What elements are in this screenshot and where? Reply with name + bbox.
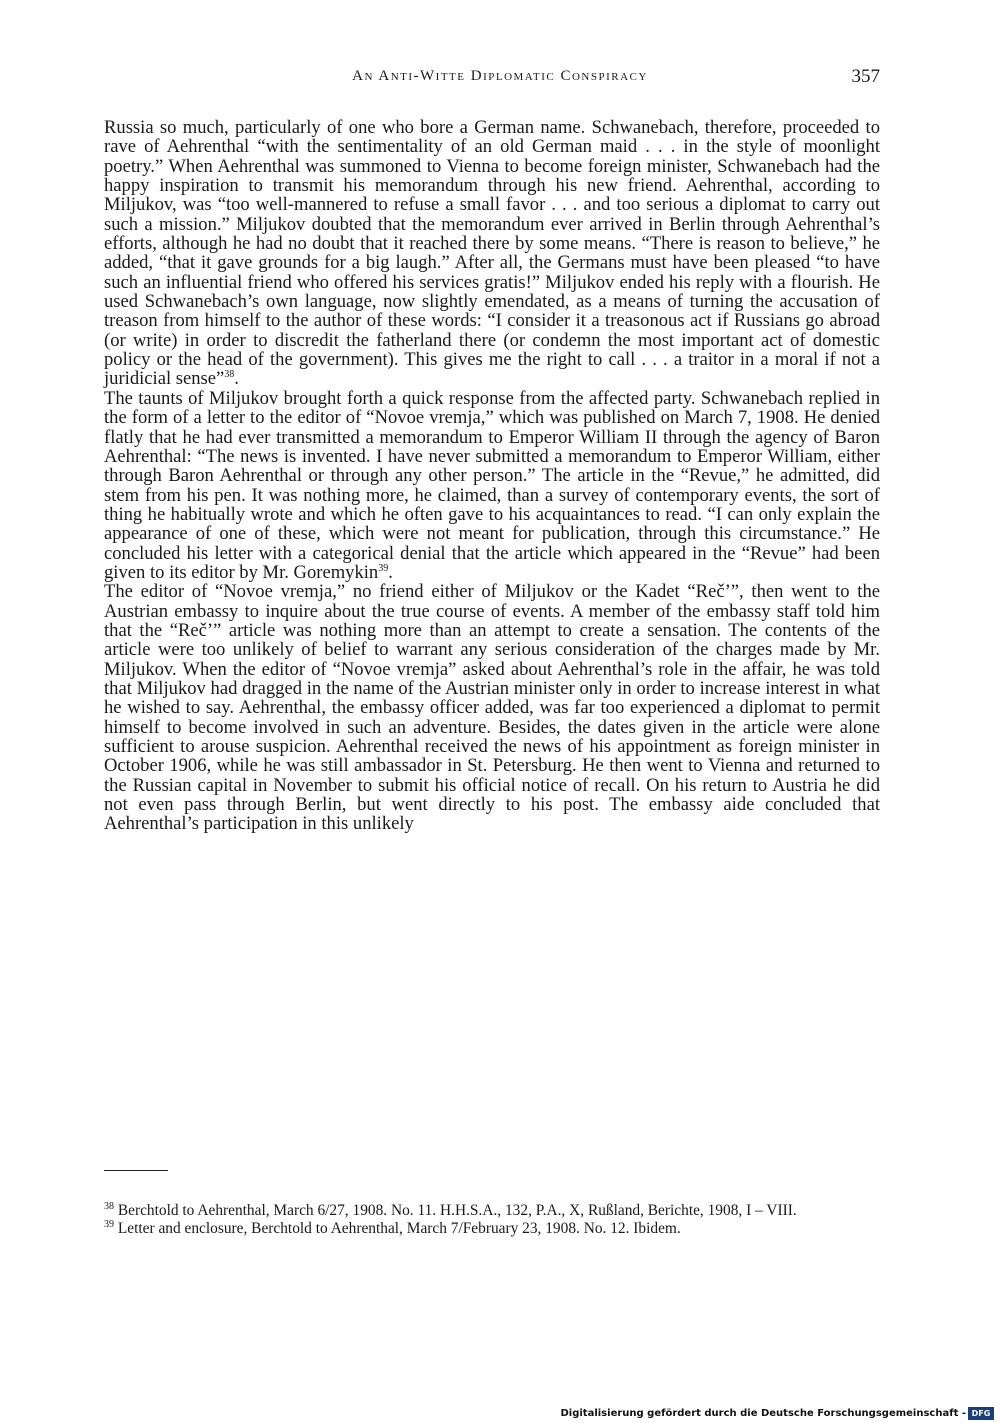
footnote-ref: 39: [378, 562, 389, 574]
footnote-text: Berchtold to Aehrenthal, March 6/27, 1908. No. 11. H.H.S.A., 132, P.A., X, Rußland, Berichte, 1908, I – VIII.: [117, 1202, 797, 1219]
paragraph-text: The editor of “Novoe vremja,” no friend either of Miljukov or the Kadet “Reč’”, then went to the Austrian embassy to inquire about the true course of events. A member of the embassy staff told him that the “Reč’” article was nothing more than an attempt to create a sensation. The contents of the article were too unlikely of belief to warrant any serious consideration of the charges made by Mr. Miljukov. When the editor of “Novoe vremja” asked about Aehrenthal’s role in the affair, he was told that Miljukov had dragged in the name of the Austrian minister only in order to increase interest in what he wished to say. Aehrenthal, the embassy officer added, was far too experienced a diplomat to permit himself to become involved in such an adventure. Besides, the dates given in the article were alone sufficient to arouse suspicion. Aehrenthal received the news of his appointment as foreign minister in October 1906, while he was still ambassador in St. Petersburg. He then went to Vienna and returned to the Russian capital in November to submit his official notice of recall. On his return to Austria he did not even pass through Berlin, but went directly to his post. The embassy aide concluded that Aehrenthal’s participation in this unlikely: [104, 581, 880, 835]
running-title: An Anti-Witte Diplomatic Conspiracy: [352, 68, 648, 84]
footnote: [104, 1218, 880, 1238]
body-paragraph: [104, 118, 880, 389]
digitization-credit: Digitalisierung gefördert durch die Deutsche Forschungsgemeinschaft -: [560, 1408, 966, 1419]
footnote-number: 39: [104, 1218, 114, 1230]
footnote-divider: [104, 1170, 168, 1171]
body-paragraph: [104, 389, 880, 582]
page-header: [0, 68, 1000, 98]
dfg-logo-icon: DFG: [968, 1407, 994, 1420]
paragraph-end: .: [234, 368, 239, 390]
page-number: 357: [851, 66, 880, 87]
footnote-text: Letter and enclosure, Berchtold to Aehrenthal, March 7/February 23, 1908. No. 12. Ibidem.: [117, 1219, 681, 1237]
footnote-number: 38: [104, 1200, 114, 1212]
footnotes: [104, 1200, 880, 1238]
paragraph-text: The taunts of Miljukov brought forth a quick response from the affected party. Schwanebach replied in the form of a letter to the editor of “Novoe vremja,” which was published on March 7, 1908. He denied flatly that he had ever transmitted a memorandum to Emperor William II through the agency of Baron Aehrenthal: “The news is invented. I have never submitted a memorandum to Emperor William, either through Baron Aehrenthal or through any other person.” The article in the “Revue,” he admitted, did stem from his pen. It was nothing more, he claimed, than a survey of contemporary events, the sort of thing he habitually wrote and which he often gave to his acquaintances to read. “I can only explain the appearance of one of these, which were not meant for publication, through this circumstance.” He concluded his letter with a categorical denial that the article which appeared in the “Revue” had been given to its editor by Mr. Goremykin: [104, 387, 880, 583]
paragraph-end: .: [388, 561, 393, 583]
body-paragraph: [104, 582, 880, 833]
main-text: [104, 118, 880, 834]
paragraph-text: Russia so much, particularly of one who bore a German name. Schwanebach, therefore, proceeded to rave of Aehrenthal “with the sentimentality of an old German maid . . . in the style of moonlight poetry.” When Aehrenthal was summoned to Vienna to become foreign minister, Schwanebach had the happy inspiration to transmit his memorandum through his new friend. Aehrenthal, according to Miljukov, was “too well-mannered to refuse a small favor . . . and too serious a diplomat to carry out such a mission.” Miljukov doubted that the memorandum ever arrived in Berlin through Aehrenthal’s efforts, although he had no doubt that it reached there by some means. “There is reason to believe,” he added, “that it gave grounds for a big laugh.” After all, the Germans must have been pleased “to have such an influential friend who offered his services gratis!” Miljukov ended his reply with a flourish. He used Schwanebach’s own language, now slightly emendated, as a means of turning the accusation of treason from himself to the author of these words: “I consider it a treasonous act if Russians go abroad (or write) in order to discredit the fatherland there (or condemn the most important act of domestic policy or the head of the government). This gives me the right to call . . . a traitor in a moral if not a juridicial sense”: [104, 117, 880, 390]
footnote-ref: 38: [224, 369, 235, 381]
footnote: [104, 1200, 880, 1220]
